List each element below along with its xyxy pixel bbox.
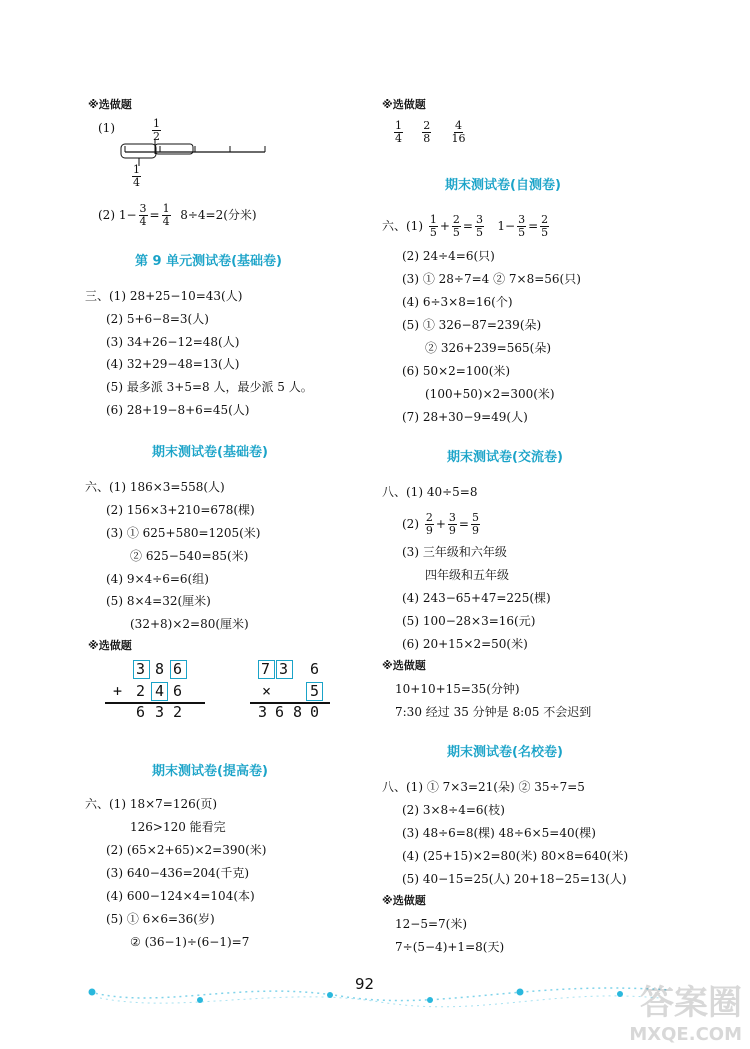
answer-line: 10+10+15=35(分钟)	[395, 682, 520, 696]
optional-heading: ※选做题	[382, 894, 426, 907]
answer-line: (2) 1− $\frac{3}{4}$ = $\frac{1}{4}$ 8÷4=2(分米)	[98, 202, 257, 228]
fraction-label-quarter: $\frac{1}{4}$	[133, 163, 140, 189]
answer-line: 7÷(5−4)+1=8(天)	[395, 940, 505, 954]
answer-line: ② (36−1)÷(6−1)=7	[130, 935, 250, 949]
watermark-title: 答案圈	[640, 983, 742, 1023]
answer-line: (3) 48÷6=8(棵) 48÷6×5=40(棵)	[402, 826, 596, 840]
digit: 8	[293, 703, 303, 721]
section-title-unit9: 第 9 单元测试卷(基础卷)	[135, 254, 282, 269]
section-title-exchange: 期末测试卷(交流卷)	[447, 450, 563, 465]
digit: 3	[136, 660, 146, 678]
answer-line: (5) 40−15=25(人) 20+18−25=13(人)	[402, 872, 627, 886]
answer-line: (2) 5+6−8=3(人)	[106, 312, 209, 326]
digit: 6	[275, 703, 285, 721]
answer-line: 六、(1) 18×7=126(页)	[85, 797, 218, 811]
answer-line: (5) ① 326−87=239(朵)	[402, 318, 542, 332]
answer-line: (2) (65×2+65)×2=390(米)	[106, 843, 267, 857]
section-title-final-advanced: 期末测试卷(提高卷)	[152, 764, 268, 779]
answer-line: (4) 32+29−48=13(人)	[106, 357, 240, 371]
answer-line: 12−5=7(米)	[395, 917, 468, 931]
digit: 6	[173, 682, 183, 700]
digit: 6	[173, 660, 183, 678]
section-title-famous-school: 期末测试卷(名校卷)	[447, 745, 563, 760]
answer-line: 六、(1) 186×3=558(人)	[85, 480, 225, 494]
answer-line: (5) 最多派 3+5=8 人，最少派 5 人。	[106, 380, 313, 394]
optional-heading: ※选做题	[382, 98, 426, 111]
answer-line: 八、(1) 40÷5=8	[382, 485, 478, 499]
digit: 2	[173, 703, 183, 721]
answer-line: (2) 156×3+210=678(棵)	[106, 503, 255, 517]
answer-line: (2) $\frac{2}{9}$ + $\frac{3}{9}$ = $\frac{5}{9}$	[402, 511, 479, 537]
answer-line: (3) ① 625+580=1205(米)	[106, 526, 261, 540]
answer-line: 7:30 经过 35 分钟是 8:05 不会迟到	[395, 705, 592, 719]
answer-line: ② 326+239=565(朵)	[425, 341, 552, 355]
answer-line: (32+8)×2=80(厘米)	[130, 617, 249, 631]
footer-wave-decoration	[80, 970, 680, 1020]
answer-line: (5) ① 6×6=36(岁)	[106, 912, 215, 926]
answer-line: 126>120 能看完	[130, 820, 226, 834]
digit: 5	[310, 682, 320, 700]
answer-line: (6) 20+15×2=50(米)	[402, 637, 528, 651]
answer-line: (6) 28+19−8+6=45(人)	[106, 403, 250, 417]
optional-heading: ※选做题	[88, 98, 132, 111]
digit: 3	[155, 703, 165, 721]
digit: 3	[258, 703, 268, 721]
digit: 6	[136, 703, 146, 721]
answer-line: (3) ① 28÷7=4 ② 7×8=56(只)	[402, 272, 581, 286]
answer-line: (5) 100−28×3=16(元)	[402, 614, 536, 628]
watermark-url: MXQE.COM	[629, 1024, 742, 1045]
answer-line: (2) 24÷4=6(只)	[402, 249, 495, 263]
digit: 4	[155, 682, 165, 700]
answer-line: 四年级和五年级	[425, 568, 510, 582]
digit: 0	[310, 703, 320, 721]
answer-line: (3) 三年级和六年级	[402, 545, 507, 559]
site-watermark	[629, 975, 742, 1045]
digit: 7	[261, 660, 271, 678]
answer-line: (4) 6÷3×8=16(个)	[402, 295, 513, 309]
answer-line: (100+50)×2=300(米)	[425, 387, 555, 401]
optional-heading: ※选做题	[88, 639, 132, 652]
fraction-row: $\frac{1}{4}$ $\frac{2}{8}$ $\frac{4}{16}$	[395, 119, 466, 145]
answer-line: (2) 3×8÷4=6(枝)	[402, 803, 505, 817]
answer-line: (6) 50×2=100(米)	[402, 364, 511, 378]
answer-line: 六、(1) $\frac{1}{5}$ + $\frac{2}{5}$ = $\frac{3}{5}$ 1− $\frac{3}{5}$ = $\frac{2}{5}$	[382, 213, 549, 239]
question-label: (1)	[98, 121, 115, 135]
answer-line: (7) 28+30−9=49(人)	[402, 410, 528, 424]
digit: 2	[136, 682, 146, 700]
digit: 8	[155, 660, 165, 678]
page-number: 92	[355, 975, 375, 993]
answer-line: 八、(1) ① 7×3=21(朵) ② 35÷7=5	[382, 780, 585, 794]
answer-line: (5) 8×4=32(厘米)	[106, 594, 211, 608]
operator: ×	[262, 682, 272, 700]
answer-line: ② 625−540=85(米)	[130, 549, 249, 563]
optional-heading: ※选做题	[382, 659, 426, 672]
digit: 3	[279, 660, 289, 678]
answer-line: 三、(1) 28+25−10=43(人)	[85, 289, 243, 303]
fraction-label-half: $\frac{1}{2}$	[153, 117, 160, 143]
answer-line: (4) 243−65+47=225(棵)	[402, 591, 551, 605]
answer-line: (4) (25+15)×2=80(米) 80×8=640(米)	[402, 849, 629, 863]
digit: 6	[310, 660, 320, 678]
answer-line: (3) 34+26−12=48(人)	[106, 335, 240, 349]
section-title-final-basic: 期末测试卷(基础卷)	[152, 445, 268, 460]
answer-line: (3) 640−436=204(千克)	[106, 866, 249, 880]
operator: +	[113, 682, 123, 700]
answer-line: (4) 600−124×4=104(本)	[106, 889, 255, 903]
section-title-self-test: 期末测试卷(自测卷)	[445, 178, 561, 193]
answer-line: (4) 9×4÷6=6(组)	[106, 572, 209, 586]
